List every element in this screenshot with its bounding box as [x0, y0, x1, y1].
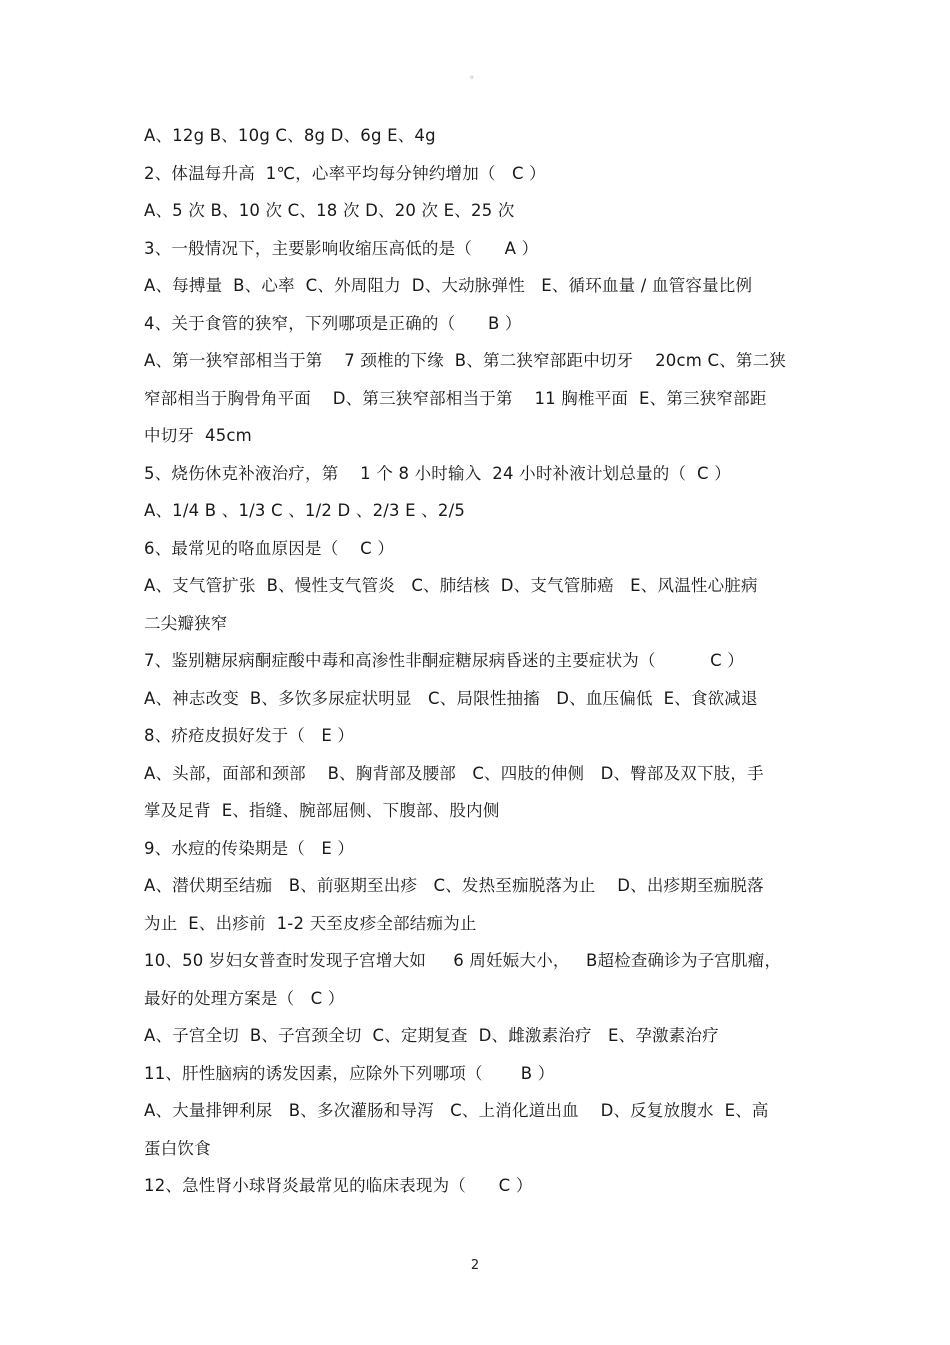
text-line: A、12g B、10g C、8g D、6g E、4g: [144, 126, 436, 145]
document-body: [144, 117, 814, 1205]
text-line: 窄部相当于胸骨角平面 D、第三狭窄部相当于第 11 胸椎平面 E、第三狭窄部距: [144, 388, 767, 408]
text-line: A、第一狭窄部相当于第 7 颈椎的下缘 B、第二狭窄部距中切牙 20cm C、第二狭: [144, 351, 787, 370]
text-line: A、潜伏期至结痂 B、前驱期至出疹 C、发热至痂脱落为止 D、出疹期至痂脱落: [144, 876, 764, 895]
question-line: 7、鉴别糖尿病酮症酸中毒和高渗性非酮症糖尿病昏迷的主要症状为（ C ）: [144, 651, 745, 670]
text-line: 最好的处理方案是（ C ）: [144, 988, 345, 1008]
text-line: 二尖瓣狭窄: [144, 613, 228, 633]
text-line: A、5 次 B、10 次 C、18 次 D、20 次 E、25 次: [144, 201, 515, 220]
page-number: 2: [470, 1258, 480, 1273]
text-line: A、大量排钾利尿 B、多次灌肠和导泻 C、上消化道出血 D、反复放腹水 E、高: [144, 1101, 769, 1120]
question-line: 5、烧伤休克补液治疗，第 1 个 8 小时输入 24 小时补液计划总量的（ C ）: [144, 463, 731, 483]
question-line: 9、水痘的传染期是（ E ）: [144, 838, 355, 858]
question-line: 10、50 岁妇女普查时发现子宫增大如 6 周妊娠大小， B超检查确诊为子宫肌瘤，: [144, 951, 782, 970]
question-line: 3、一般情况下，主要影响收缩压高低的是（ A ）: [144, 238, 539, 258]
question-line: 2、体温每升高 1℃，心率平均每分钟约增加（ C ）: [144, 163, 546, 183]
text-line: A、1/4 B 、1/3 C 、1/2 D 、2/3 E 、2/5: [144, 501, 466, 520]
text-line: A、支气管扩张 B、慢性支气管炎 C、肺结核 D、支气管肺癌 E、风温性心脏病: [144, 576, 758, 595]
text-line: A、每搏量 B、心率 C、外周阻力 D、大动脉弹性 E、循环血量 / 血管容量比例: [144, 276, 753, 295]
text-line: A、头部，面部和颈部 B、胸背部及腰部 C、四肢的伸侧 D、臀部及双下肢，手: [144, 763, 764, 783]
text-line: 掌及足背 E、指缝、腕部屈侧、下腹部、股内侧: [144, 801, 500, 820]
text-line: 蛋白饮食: [144, 1138, 211, 1158]
header-mark: 。: [470, 70, 480, 81]
question-line: 6、最常见的咯血原因是（ C ）: [144, 538, 395, 558]
question-line: 11、肝性脑病的诱发因素，应除外下列哪项（ B ）: [144, 1063, 555, 1083]
text-line: 为止 E、出疹前 1-2 天至皮疹全部结痂为止: [144, 913, 477, 933]
question-line: 8、疥疮皮损好发于（ E ）: [144, 726, 355, 745]
question-line: 12、急性肾小球肾炎最常见的临床表现为（ C ）: [144, 1176, 533, 1195]
text-line: 中切牙 45cm: [144, 426, 252, 445]
question-line: 4、关于食管的狭窄，下列哪项是正确的（ B ）: [144, 313, 522, 333]
text-line: A、神志改变 B、多饮多尿症状明显 C、局限性抽搐 D、血压偏低 E、食欲减退: [144, 688, 758, 708]
text-line: A、子宫全切 B、子宫颈全切 C、定期复查 D、雌激素治疗 E、孕激素治疗: [144, 1026, 719, 1045]
